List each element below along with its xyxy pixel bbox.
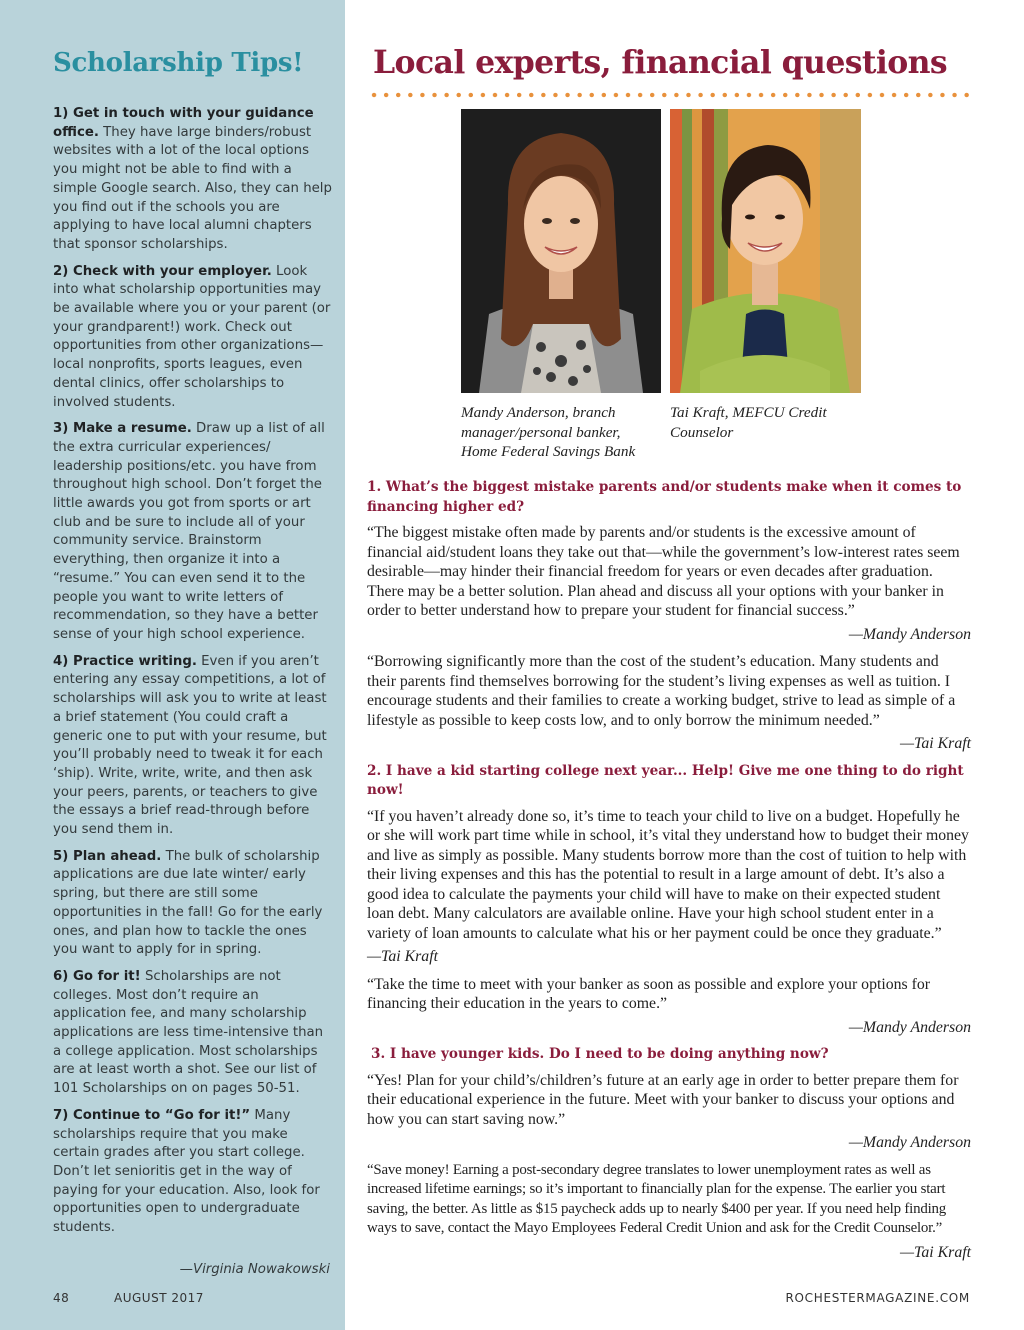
tip-text: The bulk of scholarship applications are due late winter/ early spring, but there are still some opportunities in the fall! Go for the early ones, and plan how to tackle the ones you want to apply for in spring. xyxy=(53,848,323,958)
answer-3-mandy: “Yes! Plan for your child’s/children’s future at an early age in order to better prepare them for their educational experience in the future. Meet with your banker to discuss your options and how you can start saving now.” xyxy=(367,1071,959,1128)
tip-item xyxy=(53,653,333,840)
tip-lead: 3) Make a resume. xyxy=(53,421,192,437)
caption-mandy-anderson: Mandy Anderson, branch manager/personal banker, Home Federal Savings Bank xyxy=(461,404,636,460)
portrait-tai-graphic xyxy=(670,109,861,393)
answer-2-tai: “If you haven’t already done so, it’s time to teach your child to live on a budget. Hopefully he or she will work part time while in school, it’s vital they understand how to budget their money and live as simply as possible. Many students borrow more than the cost of tuition to help with their living expenses and this has the potential to result in a large amount of debt. It’s also a good idea to calculate the payments your child will have to make on their expected student loan debt. Many calculators are available online. Have your high school student enter in a variety of loan amounts to calculate what his or her payment could be once they graduate.” xyxy=(367,807,969,942)
attribution: —Tai Kraft xyxy=(900,735,971,752)
sidebar-title: Scholarship Tips! xyxy=(53,48,304,78)
attribution: —Mandy Anderson xyxy=(848,625,971,643)
tip-lead: 6) Go for it! xyxy=(53,968,141,984)
tips-list xyxy=(53,105,333,1246)
tip-lead: 2) Check with your employer. xyxy=(53,263,272,279)
tip-lead: 4) Practice writing. xyxy=(53,653,197,669)
page-title: Local experts, financial questions xyxy=(373,44,948,81)
tip-item xyxy=(53,105,333,255)
tip-text: Scholarships are not colleges. Most don’t require an application fee, and many scholarship applications are less time-intensive than a college application. Most scholarships are at least worth a shot. See our list of 101 Scholarships on on pages 50-51. xyxy=(53,968,324,1097)
attribution: —Mandy Anderson xyxy=(848,1134,971,1151)
sidebar xyxy=(0,0,345,1330)
portrait-mandy-graphic xyxy=(461,109,661,393)
tip-item xyxy=(53,263,333,413)
attribution: —Tai Kraft xyxy=(900,1243,971,1261)
tip-lead: 5) Plan ahead. xyxy=(53,848,162,864)
site-url: ROCHESTERMAGAZINE.COM xyxy=(785,1291,970,1305)
question-1: 1. What’s the biggest mistake parents and/or students make when it comes to financing higher ed? xyxy=(367,479,962,515)
issue-date: AUGUST 2017 xyxy=(114,1291,204,1305)
tip-lead: 1) Get in touch with your guidance office. xyxy=(53,106,314,140)
answer-2-mandy: “Take the time to meet with your banker as soon as possible and explore your options for financing their education in the years to come.” xyxy=(367,975,931,1012)
tip-item xyxy=(53,968,333,1099)
answer-1-mandy: “The biggest mistake often made by parents and/or students is the excessive amount of financial aid/student loans they take out that—while the government’s low-interest rates seem desirable—may hinder their financial freedom for years or even decades after graduation. There may be a better solution. Plan ahead and discuss all your options with your banker in order to better understand how to prepare your student for financial success.” xyxy=(367,524,960,619)
tip-text: Look into what scholarship opportunities may be available where you or your parent (or your grandparent!) work. Check out opportunities from other organizations—local nonprofits, sports leagues, even dental clinics, offer scholarships to involved students. xyxy=(53,263,331,410)
answer-1-tai: “Borrowing significantly more than the cost of the student’s education. Many students and their parents find themselves borrowing for the student’s living expenses as well as tuition. I encourage students and their families to create a working budget, strive to lead as simple of a lifestyle as possible to keep costs low, and to only borrow the minimum needed.” xyxy=(367,653,956,729)
attribution: —Mandy Anderson xyxy=(848,1018,971,1036)
question-2: 2. I have a kid starting college next year... Help! Give me one thing to do right now! xyxy=(367,762,964,798)
tip-text: Many scholarships require that you make certain grades after you start college. Don’t let senioritis get in the way of paying for your education. Also, look for opportunities open to undergraduate students. xyxy=(53,1107,320,1236)
question-3: 3. I have younger kids. Do I need to be doing anything now? xyxy=(371,1046,829,1062)
sidebar-signature: —Virginia Nowakowski xyxy=(179,1262,330,1277)
qa-content xyxy=(367,478,971,1270)
tip-text: Draw up a list of all the extra curricular experiences/ leadership positions/etc. you have from throughout high school. Don’t forget the little awards you got from sports or art club and be sure to include all of your community service. Brainstorm everything, then organize it into a “resume.” You can even send it to the people you want to write letters of recommendation, so they have a better sense of your high school experience. xyxy=(53,421,325,642)
portrait-mandy-anderson xyxy=(461,109,661,393)
tip-lead: 7) Continue to “Go for it!” xyxy=(53,1107,251,1123)
tip-item xyxy=(53,848,333,960)
answer-3-tai: “Save money! Earning a post-secondary degree translates to lower unemployment rates as well as increased lifetime earnings; so it’s important to financially plan for the expense. The earlier you start saving, the better. As little as $15 paycheck adds up to nearly $400 per year. If you need help finding ways to save, contact the Mayo Employees Federal Credit Union and ask for the Credit Counselor.” xyxy=(367,1161,947,1236)
portrait-tai-kraft xyxy=(670,109,861,393)
tip-text: They have large binders/robust websites with a lot of the local options you might not be able to find with a simple Google search. Also, they can help you find out if the schools you are applying to have local alumni chapters that sponsor scholarships. xyxy=(53,124,332,252)
page-number: 48 xyxy=(53,1291,70,1305)
tip-item xyxy=(53,420,333,644)
tip-item xyxy=(53,1107,333,1238)
attribution: —Tai Kraft xyxy=(367,948,438,965)
caption-tai-kraft: Tai Kraft, MEFCU Credit Counselor xyxy=(670,404,827,441)
dotted-divider xyxy=(368,91,972,99)
tip-text: Even if you aren’t entering any essay competitions, a lot of scholarships will ask you to write at least a brief statement (You could craft a generic one to put with your resume, but you’ll probably need to tweak it for each ‘ship). Write, write, write, and then ask your peers, parents, or teachers to give the essays a brief read-through before you send them in. xyxy=(53,653,327,838)
